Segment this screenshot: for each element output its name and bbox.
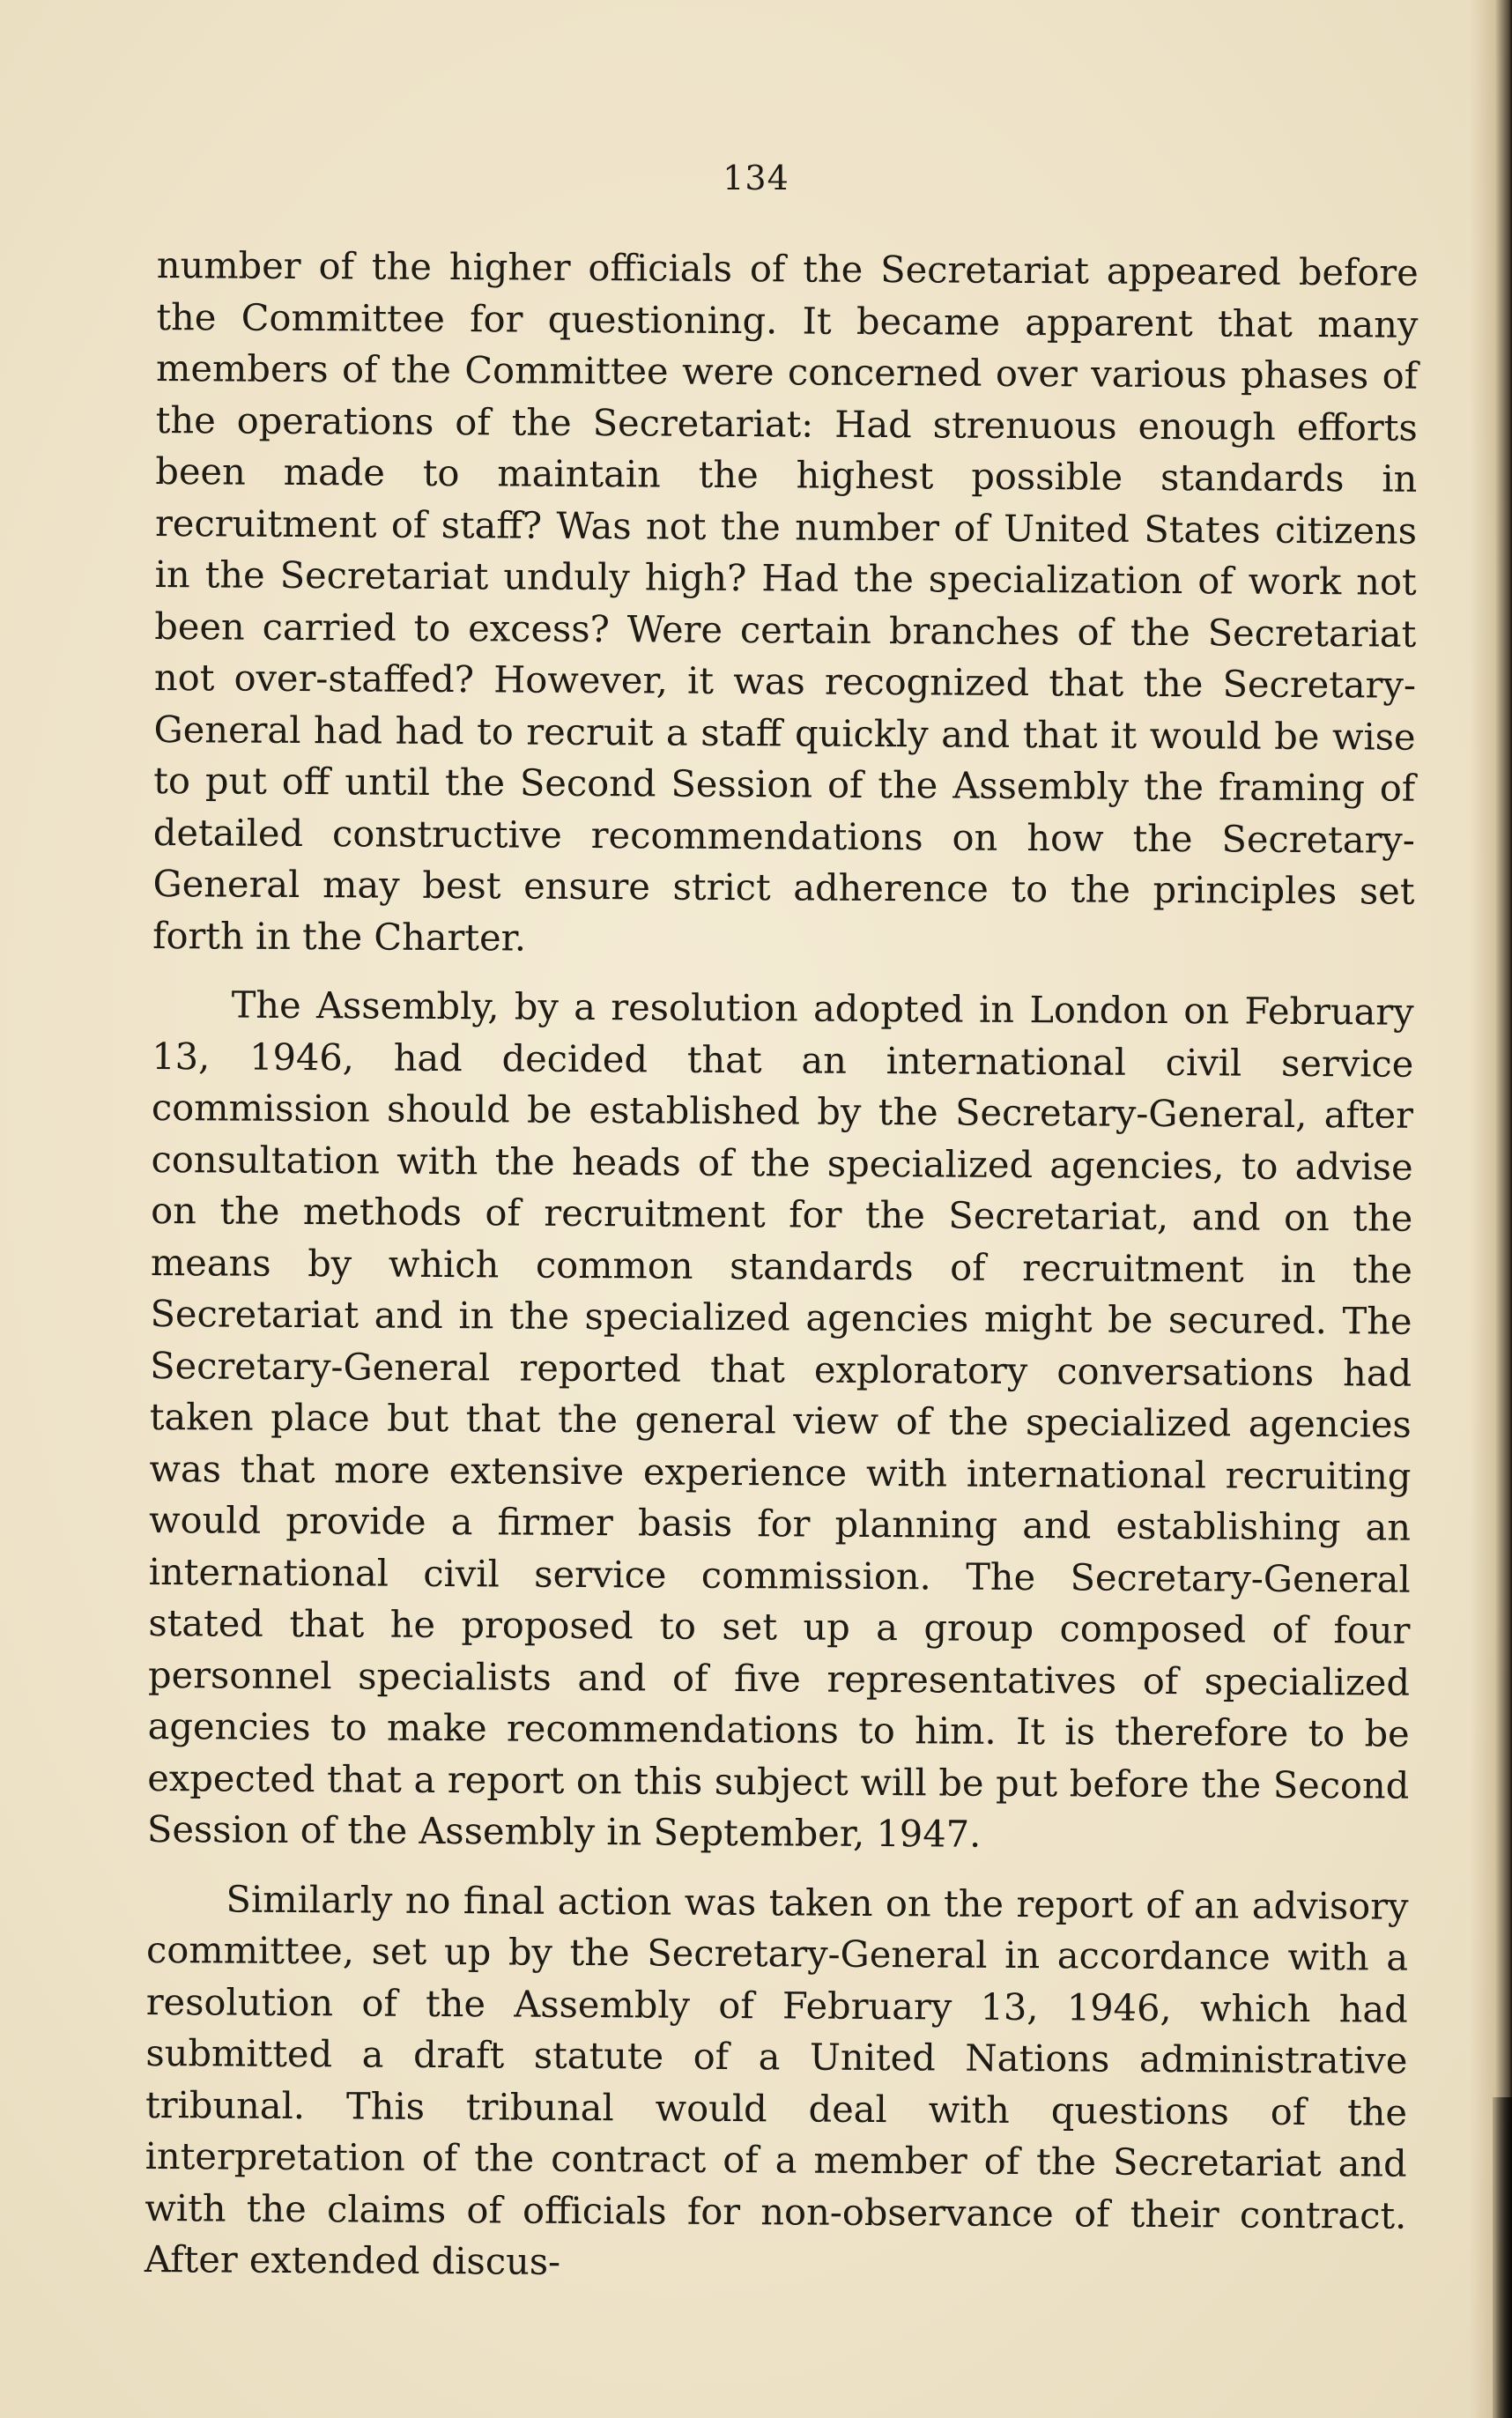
paragraph-2: The Assembly, by a resolution adopted in London on February 13, 1946, had decided that an international civil service commission should be established by the Secretary-General, after consultation with the heads of the specialized agencies, to advise on the methods of recruitment for the Secretariat, and on the means by which common standards of recruitment in the Secretariat and in the specialized agencies might be secured. The Secretary-General reported that exploratory conversations had taken place but that the general view of the specialized agencies was that more extensive experience with international recruiting would provide a firmer basis for planning and establishing an international civil service commission. The Secretary-General stated that he proposed to set up a group composed of four personnel specialists and of five representatives of specialized agencies to make recommendations to him. It is therefore to be expected that a report on this subject will be put before the Second Session of the Assembly in September, 1947. [146, 983, 1414, 1856]
page-number: 134 [723, 159, 789, 197]
page-gutter-shadow [1470, 0, 1512, 2418]
paragraph-1: number of the higher officials of the Secretariat appeared before the Committee for questioning. It became apparent that many members of the Committee were concerned over various phases of the operations of the Secretariat: Had strenuous enough efforts been made to maintain the highest possible standards in recruitment of staff? Was not the number of United States citizens in the Secretariat unduly high? Had the specialization of work not been carried to excess? Were certain branches of the Secretariat not over-staffed? However, it was recognized that the Secretary-General had had to recruit a staff quickly and that it would be wise to put off until the Second Session of the Assembly the framing of detailed constructive recommendations on how the Secretary-General may best ensure strict adherence to the principles set forth in the Charter. [152, 242, 1419, 960]
page-edge-dark [1493, 2097, 1512, 2418]
paragraph-3: Similarly no final action was taken on the report of an advisory committee, set up by the Secretary-General in accordance with a resolution of the Assembly of February 13, 1946, which had submitted a draft statute of a United Nations administrative tribunal. This tribunal would deal with questions of the interpretation of the contract of a member of the Secretariat and with the claims of officials for non-observance of their contract. After extended discus- [144, 1877, 1409, 2283]
body-text [145, 240, 1419, 2293]
